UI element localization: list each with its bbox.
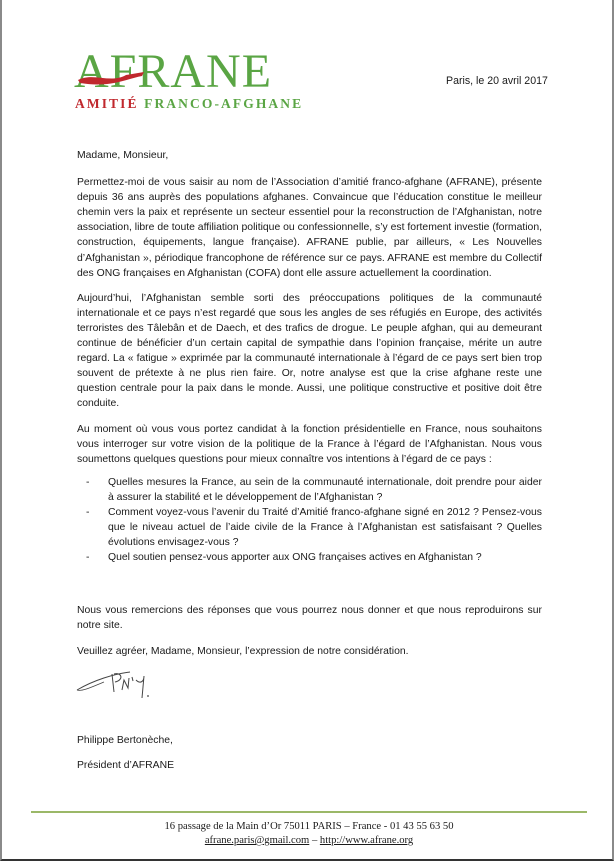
footer-email-link[interactable]: afrane.paris@gmail.com — [204, 835, 310, 846]
questions-list — [77, 475, 542, 566]
letter-date: Paris, le 20 avril 2017 — [446, 75, 548, 87]
footer — [2, 820, 614, 848]
logo-tagline-amitie: AMITIÉ — [75, 96, 139, 111]
footer-contact — [2, 834, 614, 848]
question-item: - Quel soutien pensez-vous apporter aux ONG françaises actives en Afghanistan ? — [77, 550, 542, 565]
footer-website-link[interactable]: http://www.afrane.org — [319, 835, 414, 846]
footer-divider — [31, 811, 587, 813]
logo-swoosh-icon — [76, 66, 146, 86]
paragraph-context: Aujourd’hui, l’Afghanistan semble sorti des préoccupations politiques de la communauté internationale et ce pays n’est regardé que sous les angles de ses réfugiés en Europe, des activités terroristes des Tâlebân et de Daech, et des trafics de drogue. Le peuple afghan, qui au demeurant continue de bénéficier d’un certain capital de sympathie dans l’opinion française, mérite un autre regard. La « fatigue » exprimée par la communauté internationale à l’égard de ce pays sert bien trop souvent de prétexte à ne plus rien faire. Or, notre analyse est que la crise afghane reste une question centrale pour la paix dans le monde. Aussi, une politique constructive et positive doit être conduite. — [77, 292, 542, 410]
paragraph-request: Au moment où vous vous portez candidat à la fonction présidentielle en France, nous souhaitons vous interroger sur votre vision de la politique de la France à l’égard de l’Afghanistan. Nous vous soumettons quelques questions pour mieux connaître vos intentions à l’égard de ce pays : — [77, 423, 542, 465]
letter-body — [77, 148, 542, 669]
footer-address: 16 passage de la Main d’Or 75011 PARIS – France - 01 43 55 63 50 — [164, 821, 454, 832]
afrane-logo — [74, 45, 304, 116]
paragraph-closing: Veuillez agréer, Madame, Monsieur, l’expression de notre considération. — [77, 645, 409, 657]
signer-block — [77, 733, 174, 783]
salutation: Madame, Monsieur, — [77, 150, 169, 161]
logo-wordmark: AFRANE — [74, 45, 273, 98]
question-item: - Comment voyez-vous l’avenir du Traité d’Amitié franco-afghane signé en 2012 ? Pensez-vous que le niveau actuel de l’aide civile de la France à l’Afghanistan est satisfaisant ? Quelles évolutions envisagez-vous ? — [77, 505, 542, 550]
paragraph-thanks: Nous vous remercions des réponses que vous pourrez nous donner et que nous reproduirons sur notre site. — [77, 605, 542, 632]
logo-tagline — [75, 96, 303, 112]
logo-tagline-franco-afghane: FRANCO-AFGHANE — [144, 96, 304, 111]
signer-title: Président d’AFRANE — [77, 760, 175, 771]
signer-name: Philippe Bertonèche, — [77, 735, 173, 746]
question-item: - Quelles mesures la France, au sein de la communauté internationale, doit prendre pour aider à assurer la stabilité et le développement de l’Afghanistan ? — [77, 475, 542, 505]
handwritten-signature-icon — [74, 668, 174, 718]
paragraph-introduction: Permettez-moi de vous saisir au nom de l’Association d’amitié franco-afghane (AFRANE), présente depuis 36 ans auprès des populations afghanes. Convaincue que l’éducation constitue le meilleur chemin vers la paix et représente un secteur essentiel pour la reconstruction de l’Afghanistan, notre association, libre de toute affiliation politique ou confessionnelle, s’y est fortement investie (formation, construction, équipements, langue française). AFRANE publie, par ailleurs, « Les Nouvelles d’Afghanistan », périodique francophone de référence sur ce pays. AFRANE est membre du Collectif des ONG françaises en Afghanistan (COFA) dont elle assure actuellement la coordination. — [77, 177, 542, 279]
footer-separator: – — [309, 835, 320, 846]
